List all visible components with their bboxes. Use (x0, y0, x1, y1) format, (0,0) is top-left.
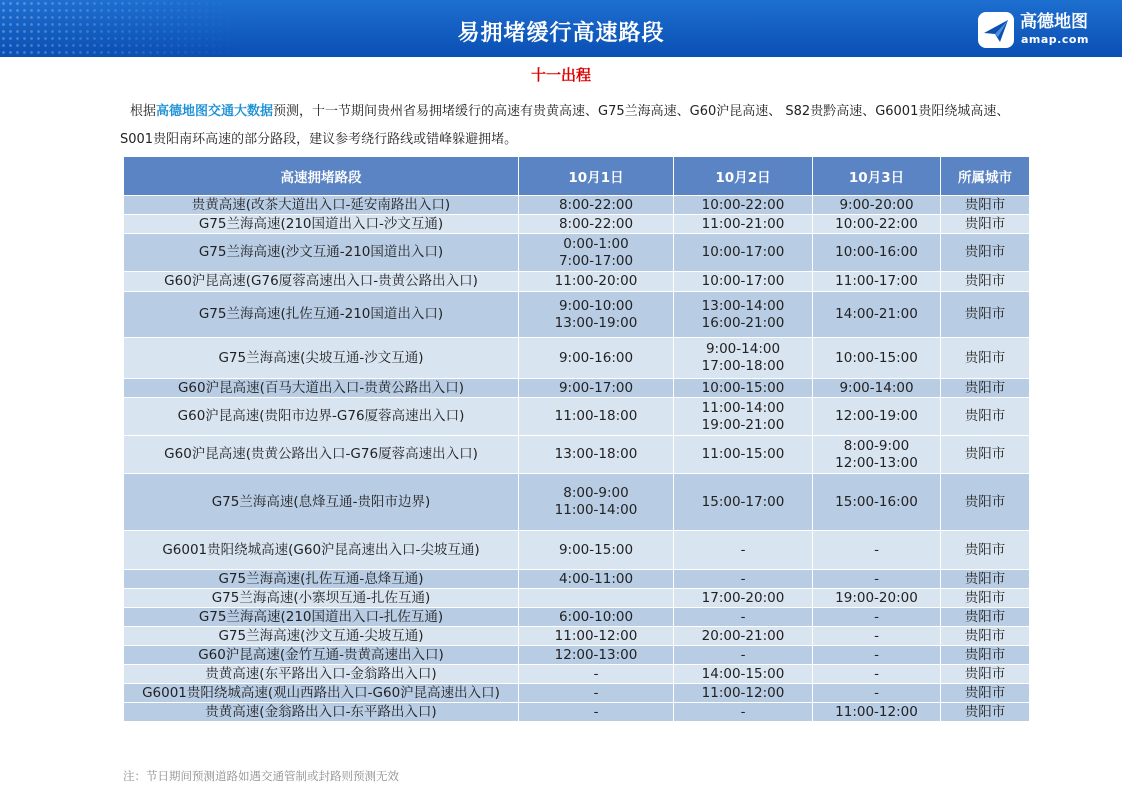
cell-city: 贵阳市 (941, 436, 1030, 474)
table-row (124, 474, 1030, 531)
table-row (124, 589, 1030, 608)
cell-oct3: 19:00-20:00 (813, 589, 941, 608)
table-row (124, 684, 1030, 703)
cell-oct1: 8:00-22:00 (519, 215, 674, 234)
table-row (124, 703, 1030, 722)
cell-road: G75兰海高速(尖坡互通-沙文互通) (124, 338, 519, 379)
cell-city: 贵阳市 (941, 398, 1030, 436)
header-city: 所属城市 (941, 157, 1030, 196)
cell-road: G60沪昆高速(贵阳市边界-G76厦蓉高速出入口) (124, 398, 519, 436)
cell-city: 贵阳市 (941, 665, 1030, 684)
cell-road: G6001贵阳绕城高速(G60沪昆高速出入口-尖坡互通) (124, 531, 519, 570)
logo-name: 高德地图 (1020, 12, 1088, 32)
cell-oct1: 6:00-10:00 (519, 608, 674, 627)
cell-oct2: 15:00-17:00 (674, 474, 813, 531)
table-row (124, 338, 1030, 379)
table-row (124, 608, 1030, 627)
cell-oct1: 11:00-20:00 (519, 272, 674, 292)
cell-oct3: - (813, 665, 941, 684)
cell-road: G75兰海高速(210国道出入口-扎佐互通) (124, 608, 519, 627)
cell-oct3: 10:00-15:00 (813, 338, 941, 379)
table-row (124, 531, 1030, 570)
intro-prefix: 根据 (130, 104, 157, 119)
cell-road: G75兰海高速(210国道出入口-沙文互通) (124, 215, 519, 234)
cell-oct3: - (813, 531, 941, 570)
cell-oct3: 14:00-21:00 (813, 292, 941, 338)
cell-oct2: 11:00-14:00 19:00-21:00 (674, 398, 813, 436)
cell-oct1: 9:00-15:00 (519, 531, 674, 570)
cell-oct1: 9:00-17:00 (519, 379, 674, 398)
table-row (124, 646, 1030, 665)
cell-oct2: 10:00-17:00 (674, 272, 813, 292)
cell-oct2: 14:00-15:00 (674, 665, 813, 684)
cell-road: G60沪昆高速(百马大道出入口-贵黄公路出入口) (124, 379, 519, 398)
cell-oct2: - (674, 608, 813, 627)
cell-oct3: 12:00-19:00 (813, 398, 941, 436)
cell-oct1: 13:00-18:00 (519, 436, 674, 474)
cell-oct1: 12:00-13:00 (519, 646, 674, 665)
cell-oct2: 20:00-21:00 (674, 627, 813, 646)
table-row (124, 272, 1030, 292)
paper-plane-logo-icon (978, 12, 1014, 48)
table-row (124, 398, 1030, 436)
cell-city: 贵阳市 (941, 608, 1030, 627)
cell-road: G75兰海高速(息烽互通-贵阳市边界) (124, 474, 519, 531)
cell-city: 贵阳市 (941, 531, 1030, 570)
cell-city: 贵阳市 (941, 215, 1030, 234)
footnote: 注：节日期间预测道路如遇交通管制或封路则预测无效 (123, 769, 399, 783)
cell-road: G60沪昆高速(金竹互通-贵黄高速出入口) (124, 646, 519, 665)
cell-city: 贵阳市 (941, 627, 1030, 646)
cell-city: 贵阳市 (941, 234, 1030, 272)
cell-city: 贵阳市 (941, 703, 1030, 722)
cell-oct2: - (674, 646, 813, 665)
header-road: 高速拥堵路段 (124, 157, 519, 196)
top-banner (0, 0, 1122, 57)
header-oct1: 10月1日 (519, 157, 674, 196)
cell-oct3: 10:00-22:00 (813, 215, 941, 234)
table-row (124, 196, 1030, 215)
cell-oct2: - (674, 703, 813, 722)
cell-oct2: 10:00-17:00 (674, 234, 813, 272)
cell-road: G75兰海高速(小寨坝互通-扎佐互通) (124, 589, 519, 608)
table-row (124, 436, 1030, 474)
cell-city: 贵阳市 (941, 646, 1030, 665)
cell-road: G60沪昆高速(G76厦蓉高速出入口-贵黄公路出入口) (124, 272, 519, 292)
cell-oct1: 11:00-18:00 (519, 398, 674, 436)
table-row (124, 665, 1030, 684)
cell-oct2: - (674, 531, 813, 570)
cell-oct3: 9:00-14:00 (813, 379, 941, 398)
cell-oct1 (519, 589, 674, 608)
cell-city: 贵阳市 (941, 272, 1030, 292)
cell-oct3: 9:00-20:00 (813, 196, 941, 215)
cell-road: G6001贵阳绕城高速(观山西路出入口-G60沪昆高速出入口) (124, 684, 519, 703)
cell-oct1: 9:00-16:00 (519, 338, 674, 379)
cell-road: 贵黄高速(金翁路出入口-东平路出入口) (124, 703, 519, 722)
table-row (124, 292, 1030, 338)
cell-oct2: - (674, 570, 813, 589)
cell-oct3: - (813, 684, 941, 703)
table-row (124, 627, 1030, 646)
logo-url: amap.com (1021, 33, 1089, 46)
cell-city: 贵阳市 (941, 570, 1030, 589)
congestion-table (123, 156, 1030, 722)
cell-road: G75兰海高速(扎佐互通-210国道出入口) (124, 292, 519, 338)
section-subtitle: 十一出程 (530, 66, 591, 84)
cell-oct3: 11:00-12:00 (813, 703, 941, 722)
cell-city: 贵阳市 (941, 196, 1030, 215)
cell-oct3: - (813, 608, 941, 627)
cell-oct3: 10:00-16:00 (813, 234, 941, 272)
intro-paragraph (120, 98, 1030, 154)
cell-road: G60沪昆高速(贵黄公路出入口-G76厦蓉高速出入口) (124, 436, 519, 474)
cell-road: G75兰海高速(扎佐互通-息烽互通) (124, 570, 519, 589)
intro-highlight: 高德地图交通大数据 (156, 104, 274, 119)
cell-oct1: - (519, 665, 674, 684)
cell-city: 贵阳市 (941, 292, 1030, 338)
cell-oct3: - (813, 646, 941, 665)
header-oct2: 10月2日 (674, 157, 813, 196)
table-body (124, 196, 1030, 722)
cell-city: 贵阳市 (941, 338, 1030, 379)
cell-oct2: 11:00-15:00 (674, 436, 813, 474)
cell-oct1: - (519, 684, 674, 703)
cell-oct2: 11:00-21:00 (674, 215, 813, 234)
cell-oct1: 0:00-1:00 7:00-17:00 (519, 234, 674, 272)
cell-city: 贵阳市 (941, 474, 1030, 531)
cell-oct1: 4:00-11:00 (519, 570, 674, 589)
table-row (124, 234, 1030, 272)
cell-city: 贵阳市 (941, 684, 1030, 703)
cell-oct3: 8:00-9:00 12:00-13:00 (813, 436, 941, 474)
cell-city: 贵阳市 (941, 379, 1030, 398)
cell-road: G75兰海高速(沙文互通-尖坡互通) (124, 627, 519, 646)
cell-oct2: 10:00-22:00 (674, 196, 813, 215)
cell-oct1: 8:00-22:00 (519, 196, 674, 215)
cell-road: 贵黄高速(东平路出入口-金翁路出入口) (124, 665, 519, 684)
cell-oct2: 10:00-15:00 (674, 379, 813, 398)
cell-oct3: - (813, 570, 941, 589)
table-row (124, 379, 1030, 398)
intro-body: 预测，十一节期间贵州省易拥堵缓行的高速有贵黄高速、G75兰海高速、G60沪昆高速、 S82贵黔高速、G6001贵阳绕城高速、S001贵阳南环高速的部分路段，建议参考绕行路线或错峰躲避拥堵。 (120, 104, 1010, 147)
header-oct3: 10月3日 (813, 157, 941, 196)
cell-oct1: 9:00-10:00 13:00-19:00 (519, 292, 674, 338)
cell-road: 贵黄高速(改茶大道出入口-延安南路出入口) (124, 196, 519, 215)
cell-oct2: 17:00-20:00 (674, 589, 813, 608)
cell-road: G75兰海高速(沙文互通-210国道出入口) (124, 234, 519, 272)
cell-oct1: 8:00-9:00 11:00-14:00 (519, 474, 674, 531)
amap-logo[interactable] (978, 10, 1116, 50)
table-row (124, 570, 1030, 589)
cell-oct3: 15:00-16:00 (813, 474, 941, 531)
cell-oct1: 11:00-12:00 (519, 627, 674, 646)
table-header-row (124, 157, 1030, 196)
page-title: 易拥堵缓行高速路段 (457, 21, 665, 46)
cell-oct2: 11:00-12:00 (674, 684, 813, 703)
cell-oct3: 11:00-17:00 (813, 272, 941, 292)
table-row (124, 215, 1030, 234)
cell-oct3: - (813, 627, 941, 646)
cell-oct1: - (519, 703, 674, 722)
cell-city: 贵阳市 (941, 589, 1030, 608)
cell-oct2: 13:00-14:00 16:00-21:00 (674, 292, 813, 338)
cell-oct2: 9:00-14:00 17:00-18:00 (674, 338, 813, 379)
